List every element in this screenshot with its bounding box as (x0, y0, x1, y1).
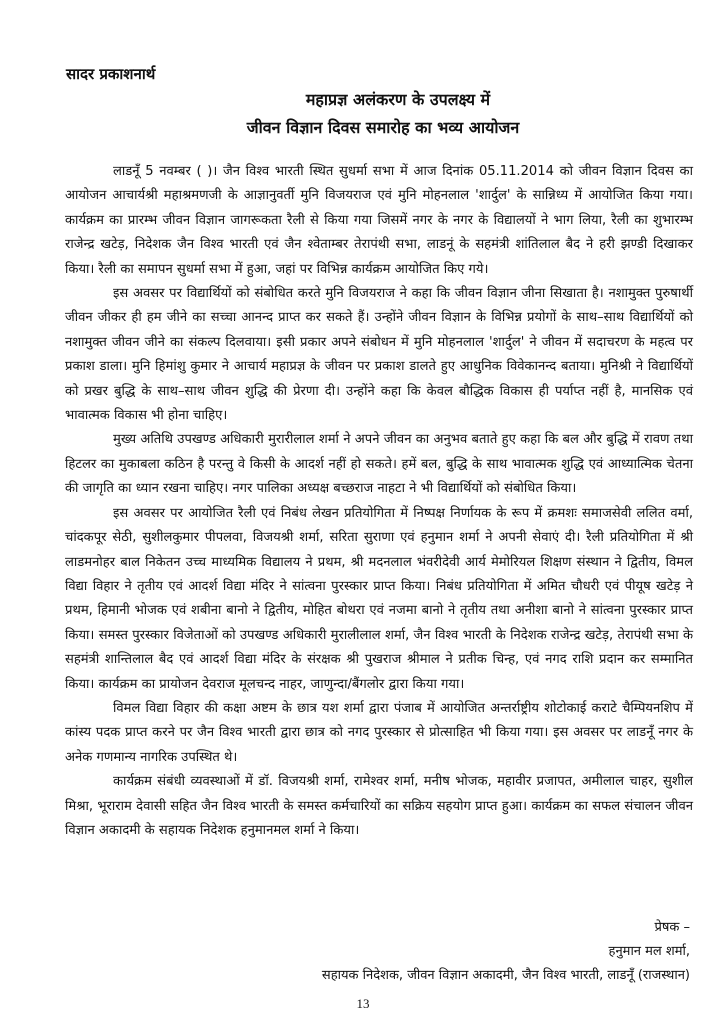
page-number: 13 (356, 996, 370, 1011)
paragraph-6: कार्यक्रम संबंधी व्यवस्थाओं में डॉ. विजयश्री शर्मा, रामेश्वर शर्मा, मनीष भोजक, महावीर प्रजापत, अमीलाल चाहर, सुशील मिश्रा, भूराराम देवासी सहित जैन विश्व भारती के समस्त कर्मचारियों का सक्रिय सहयोग प्राप्त हुआ। कार्यक्रम का सफल संचालन जीवन विज्ञान अकादमी के सहायक निदेशक हनुमानमल शर्मा ने किया। (65, 774, 693, 838)
article-body (65, 160, 693, 843)
sender-designation: सहायक निदेशक, जीवन विज्ञान अकादमी, जैन विश्व भारती, लाडनूँ (राजस्थान) (321, 968, 690, 983)
paragraph-4: इस अवसर पर आयोजित रैली एवं निबंध लेखन प्रतियोगिता में निष्पक्ष निर्णायक के रूप में क्रमशः समाजसेवी ललित वर्मा, चांदकपूर सेठी, सुशीलकुमार पीपलवा, विजयश्री शर्मा, सरिता सुराणा एवं हनुमान शर्मा ने अपनी सेवाएं दी। रैली प्रतियोगिता में श्री लाडमनोहर बाल निकेतन उच्च माध्यमिक विद्यालय ने प्रथम, श्री मदनलाल भंवरीदेवी आर्य मेमोरियल शिक्षण संस्थान ने द्वितीय, विमल विद्या विहार ने तृतीय एवं आदर्श विद्या मंदिर ने सांत्वना पुरस्कार प्राप्त किया। निबंध प्रतियोगिता में अमित चौधरी एवं पीयूष खटेड़ ने प्रथम, हिमानी भोजक एवं शबीना बानो ने द्वितीय, मोहित बोथरा एवं नजमा बानो ने तृतीय तथा अनीशा बानो ने सांत्वना पुरस्कार प्राप्त किया। समस्त पुरस्कार विजेताओं को उपखण्ड अधिकारी मुरालीलाल शर्मा, जैन विश्व भारती के निदेशक राजेन्द्र खटेड़, तेरापंथी सभा के सहमंत्री शान्तिलाल बैद एवं आदर्श विद्या मंदिर के संरक्षक श्री पुखराज श्रीमाल ने प्रतीक चिन्ह, एवं नगद राशि प्रदान कर सम्मानित किया। कार्यक्रम का प्रायोजन देवराज मूलचन्द नाहर, जाणुन्दा/बैंगलोर द्वारा किया गया। (65, 505, 693, 692)
paragraph-1: लाडनूँ 5 नवम्बर ( )। जैन विश्व भारती स्थित सुधर्मा सभा में आज दिनांक 05.11.2014 को जीवन विज्ञान दिवस का आयोजन आचार्यश्री महाश्रमणजी के आज्ञानुवर्ती मुनि विजयराज एवं मुनि मोहनलाल 'शार्दुल' के सान्निध्य में आयोजित किया गया। कार्यक्रम का प्रारम्भ जीवन विज्ञान जागरूकता रैली से किया गया जिसमें नगर के नगर के विद्यालयों ने भाग लिया, रैली का शुभारम्भ राजेन्द्र खटेड़, निदेशक जैन विश्व भारती एवं जैन श्वेताम्बर तेरापंथी सभा, लाडनूं के सहमंत्री शांतिलाल बैद ने हरी झण्डी दिखाकर किया। रैली का समापन सुधर्मा सभा में हुआ, जहां पर विभिन्न कार्यक्रम आयोजित किए गये। (65, 164, 693, 277)
sender-label: प्रेषक – (654, 920, 690, 935)
title-line-1: महाप्रज्ञ अलंकरण के उपलक्ष्य में (305, 90, 491, 109)
sender-name: हनुमान मल शर्मा, (608, 944, 690, 959)
sender-signature (322, 916, 690, 988)
paragraph-2: इस अवसर पर विद्यार्थियों को संबोधित करते मुनि विजयराज ने कहा कि जीवन विज्ञान जीना सिखाता है। नशामुक्त पुरुषार्थी जीवन जीकर ही हम जीने का सच्चा आनन्द प्राप्त कर सकते हैं। उन्होंने जीवन विज्ञान के विभिन्न प्रयोगों के साथ–साथ विद्यार्थियों को नशामुक्त जीवन जीने का संकल्प दिलवाया। इसी प्रकार अपने संबोधन में मुनि मोहनलाल 'शार्दुल' ने जीवन में सदाचरण के महत्व पर प्रकाश डाला। मुनि हिमांशु कुमार ने आचार्य महाप्रज्ञ के जीवन पर प्रकाश डालते हुए आधुनिक विवेकानन्द बताया। मुनिश्री ने विद्यार्थियों को प्रखर बुद्धि के साथ–साथ जीवन शुद्धि की प्रेरणा दी। उन्होंने कहा कि केवल बौद्धिक विकास ही पर्याप्त नहीं है, मानसिक एवं भावात्मक विकास भी होना चाहिए। (65, 286, 693, 424)
paragraph-5: विमल विद्या विहार की कक्षा अष्टम के छात्र यश शर्मा द्वारा पंजाब में आयोजित अन्तर्राष्ट्रीय शोटोकाई कराटे चैम्पियनशिप में कांस्य पदक प्राप्त करने पर जैन विश्व भारती द्वारा छात्र को नगद पुरस्कार से प्रोत्साहित भी किया गया। इस अवसर पर लाडनूँ नगर के अनेक गणमान्य नागरिक उपस्थित थे। (65, 700, 693, 765)
article-title (0, 86, 726, 142)
title-line-2: जीवन विज्ञान दिवस समारोह का भव्य आयोजन (246, 118, 520, 137)
paragraph-3: मुख्य अतिथि उपखण्ड अधिकारी मुरारीलाल शर्मा ने अपने जीवन का अनुभव बताते हुए कहा कि बल और बुद्धि में रावण तथा हिटलर का मुकाबला कठिन है परन्तु वे किसी के आदर्श नहीं हो सकते। हमें बल, बुद्धि के साथ भावात्मक शुद्धि एवं आध्यात्मिक चेतना की जागृति का ध्यान रखना चाहिए। नगर पालिका अध्यक्ष बच्छराज नाहटा ने भी विद्यार्थियों को संबोधित किया। (65, 432, 693, 497)
publication-request-label: सादर प्रकाशनार्थ (66, 65, 156, 83)
